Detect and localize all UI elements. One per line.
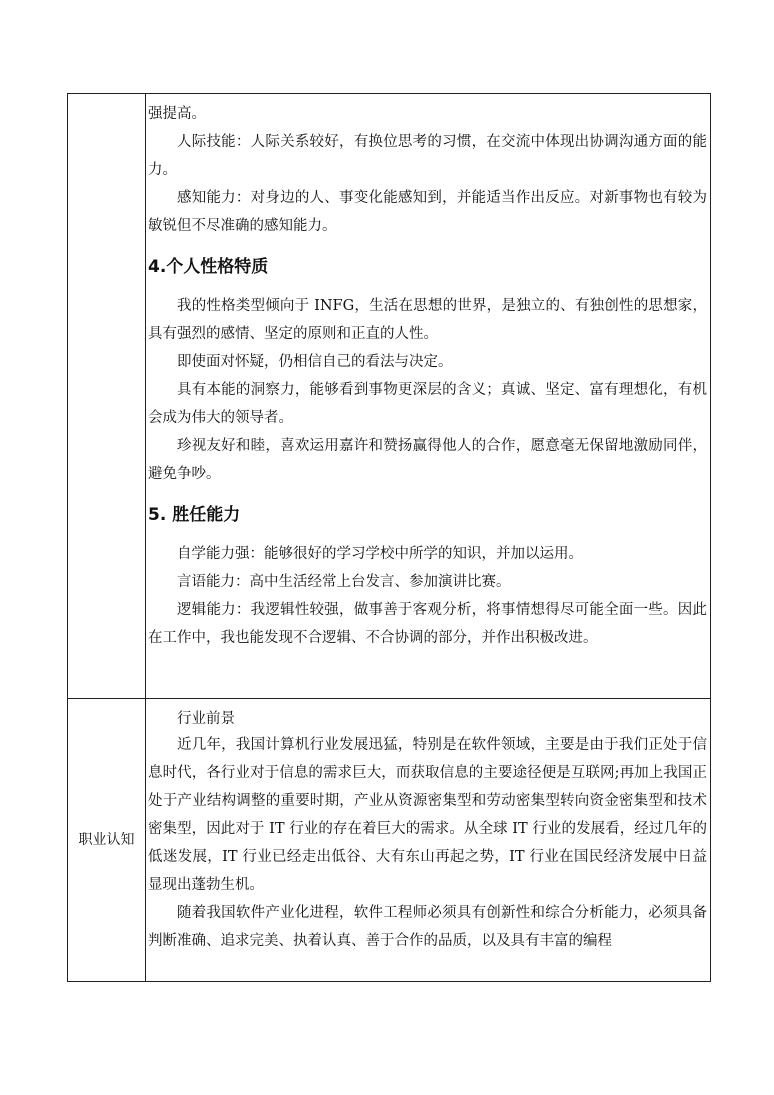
personal-content-cell <box>146 94 711 699</box>
paragraph-group-competence <box>148 540 707 652</box>
paragraph: 具有本能的洞察力，能够看到事物更深层的含义；真诚、坚定、富有理想化，有机会成为伟大的领导者。 <box>148 382 707 426</box>
paragraph: 感知能力：对身边的人、事变化能感知到，并能适当作出反应。对新事物也有较为敏锐但不尽准确的感知能力。 <box>148 190 707 234</box>
profile-table <box>67 93 711 982</box>
paragraph-group-career <box>148 731 707 955</box>
paragraph: 珍视友好和睦，喜欢运用嘉许和赞扬赢得他人的合作，愿意毫无保留地激励同伴，避免争吵。 <box>148 438 707 482</box>
career-awareness-label: 职业认知 <box>78 832 135 848</box>
industry-prospect-subheading: 行业前景 <box>177 711 235 727</box>
paragraph: 强提高。 <box>148 106 206 122</box>
paragraph: 言语能力：高中生活经常上台发言、参加演讲比赛。 <box>177 574 511 590</box>
paragraph-group-abilities <box>148 100 707 240</box>
heading-competence: 5. 胜任能力 <box>148 505 241 525</box>
table-row-personal <box>68 94 711 699</box>
career-content-cell <box>146 699 711 982</box>
paragraph: 近几年，我国计算机行业发展迅猛，特别是在软件领域，主要是由于我们正处于信息时代，各行业对于信息的需求巨大，而获取信息的主要途径便是互联网;再加上我国正处于产业结构调整的重要时期，产业从资源密集型和劳动密集型转向资金密集型和技术密集型，因此对于 IT 行业的存在着巨大的需求。从全球 IT 行业的发展看，经过几年的低迷发展，IT 行业已经走出低谷、大有东山再起之势，IT 行业在国民经济发展中日益显现出蓬勃生机。 <box>148 737 707 893</box>
table-row-career <box>68 699 711 982</box>
row-label-career <box>68 699 146 982</box>
paragraph: 逻辑能力：我逻辑性较强，做事善于客观分析，将事情想得尽可能全面一些。因此在工作中，我也能发现不合逻辑、不合协调的部分，并作出积极改进。 <box>148 602 707 646</box>
paragraph: 随着我国软件产业化进程，软件工程师必须具有创新性和综合分析能力，必须具备判断准确、追求完美、执着认真、善于合作的品质，以及具有丰富的编程 <box>148 905 707 949</box>
heading-personality: 4.个人性格特质 <box>148 257 269 277</box>
paragraph: 我的性格类型倾向于 INFG，生活在思想的世界，是独立的、有独创性的思想家，具有强烈的感情、坚定的原则和正直的人性。 <box>148 298 707 342</box>
paragraph: 自学能力强：能够很好的学习学校中所学的知识，并加以运用。 <box>177 546 583 562</box>
paragraph: 人际技能：人际关系较好，有换位思考的习惯，在交流中体现出协调沟通方面的能力。 <box>148 134 707 178</box>
paragraph: 即使面对怀疑，仍相信自己的看法与决定。 <box>177 354 453 370</box>
row-label-empty <box>68 94 146 699</box>
paragraph-group-personality <box>148 292 707 488</box>
